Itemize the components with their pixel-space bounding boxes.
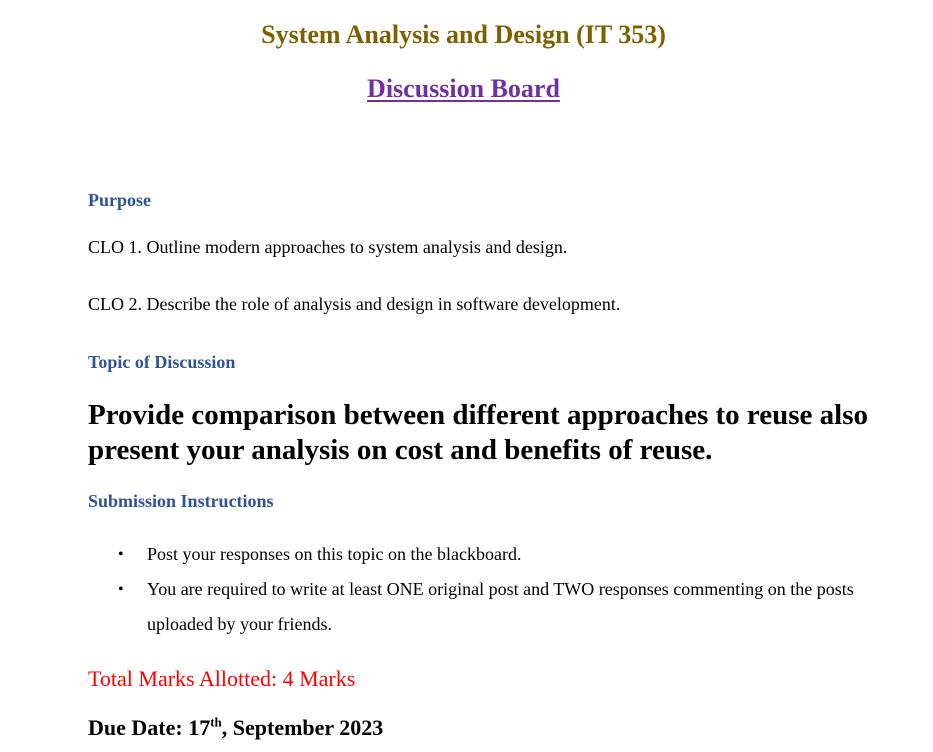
total-marks: Total Marks Allotted: 4 Marks [88,666,356,691]
bullet-icon: • [118,581,124,598]
purpose-heading: Purpose [88,190,151,210]
due-date-ordinal: th [210,714,222,730]
submission-item-text: Post your responses on this topic on the blackboard. [147,544,522,564]
submission-item-text: You are required to write at least ONE original post and TWO responses commenting on the posts uploaded by your friends. [147,579,854,634]
submission-list [118,537,878,642]
clo-2-text: CLO 2. Describe the role of analysis and design in software development. [88,294,621,314]
due-date-rest: , September 2023 [221,715,384,740]
bullet-icon: • [118,546,124,563]
submission-item [118,537,878,572]
submission-heading: Submission Instructions [88,491,274,511]
due-date-prefix: Due Date: 17 [88,715,211,740]
board-title: Discussion Board [367,74,560,103]
topic-text: Provide comparison between different approaches to reuse also present your analysis on cost and benefits of reuse. [88,399,868,466]
course-title: System Analysis and Design (IT 353) [261,20,666,49]
topic-heading: Topic of Discussion [88,352,236,372]
submission-item [118,572,878,642]
clo-1-text: CLO 1. Outline modern approaches to system analysis and design. [88,237,568,257]
due-date [88,714,383,742]
